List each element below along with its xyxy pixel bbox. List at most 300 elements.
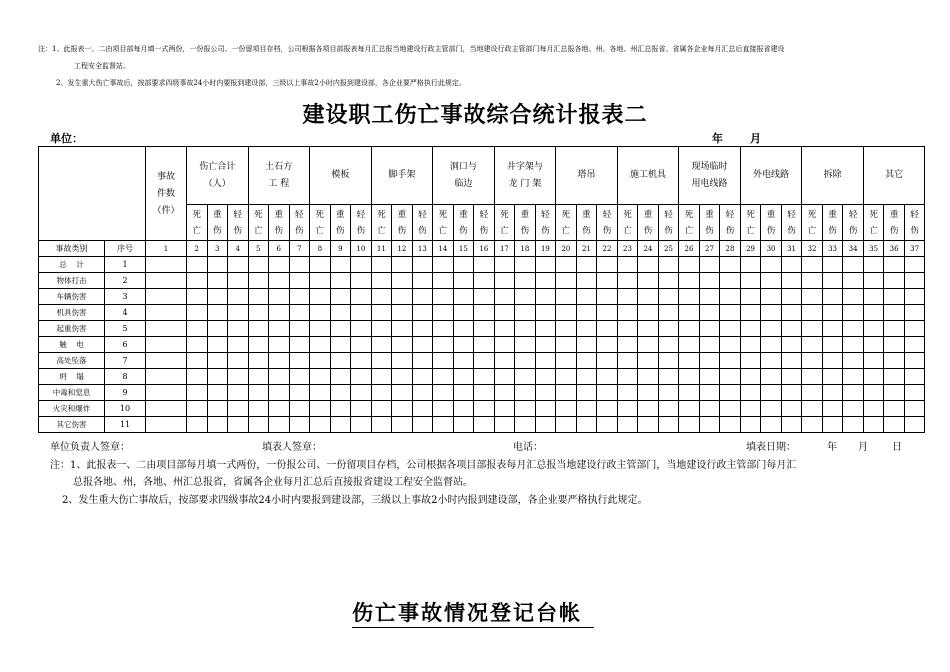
sub-header: [207, 205, 228, 241]
data-cell: [515, 337, 536, 353]
data-cell: [207, 401, 228, 417]
column-number: 31: [781, 241, 802, 257]
sub-header-line: 伤: [725, 225, 735, 236]
sub-header-line: 轻: [910, 209, 919, 220]
data-cell: [638, 401, 659, 417]
data-cell: [474, 369, 495, 385]
data-cell: [146, 305, 187, 321]
data-cell: [371, 385, 392, 401]
sub-header: [617, 205, 638, 241]
data-cell: [884, 401, 905, 417]
data-cell: [433, 385, 454, 401]
column-number: 23: [617, 241, 638, 257]
data-cell: [146, 321, 187, 337]
sub-header: [392, 205, 413, 241]
data-cell: [351, 369, 372, 385]
data-cell: [515, 385, 536, 401]
data-cell: [863, 417, 884, 433]
data-cell: [392, 353, 413, 369]
data-cell: [699, 353, 720, 369]
data-cell: [433, 273, 454, 289]
data-cell: [453, 305, 474, 321]
column-number: 17: [494, 241, 515, 257]
data-cell: [576, 305, 597, 321]
data-cell: [412, 305, 433, 321]
sub-header: [863, 205, 884, 241]
data-cell: [228, 273, 249, 289]
data-cell: [433, 257, 454, 273]
group-header-line: 外电线路: [753, 170, 790, 180]
data-cell: [433, 305, 454, 321]
data-cell: [207, 369, 228, 385]
sub-header: [781, 205, 802, 241]
data-cell: [802, 417, 823, 433]
data-cell: [781, 305, 802, 321]
data-cell: [761, 385, 782, 401]
data-cell: [228, 385, 249, 401]
row-seq: 2: [105, 273, 146, 289]
row-category: 火灾和爆炸: [39, 401, 105, 417]
data-cell: [802, 385, 823, 401]
sub-header: [740, 205, 761, 241]
row-category: 物体打击: [39, 273, 105, 289]
sub-header: [289, 205, 310, 241]
data-cell: [289, 369, 310, 385]
data-cell: [494, 369, 515, 385]
data-cell: [310, 337, 331, 353]
group-header: [310, 147, 372, 205]
data-cell: [904, 385, 925, 401]
data-cell: [638, 273, 659, 289]
data-cell: [207, 337, 228, 353]
fill-date-day: 日: [892, 442, 902, 453]
data-cell: [884, 385, 905, 401]
data-cell: [474, 305, 495, 321]
accident-count-header-line: 事故: [156, 172, 175, 182]
sub-header: [269, 205, 290, 241]
data-cell: [884, 337, 905, 353]
data-cell: [535, 353, 556, 369]
data-cell: [515, 257, 536, 273]
data-cell: [494, 273, 515, 289]
sub-header-line: 死: [254, 209, 263, 220]
data-cell: [228, 321, 249, 337]
data-cell: [576, 321, 597, 337]
filler-signature-label: 填表人签章：: [262, 442, 322, 453]
data-cell: [904, 321, 925, 337]
data-cell: [576, 417, 597, 433]
row-seq: 1: [105, 257, 146, 273]
data-cell: [228, 289, 249, 305]
column-number: 7: [289, 241, 310, 257]
sub-header-line: 重: [459, 209, 468, 220]
data-cell: [433, 369, 454, 385]
data-cell: [207, 305, 228, 321]
data-cell: [658, 401, 679, 417]
data-cell: [884, 257, 905, 273]
data-cell: [802, 353, 823, 369]
data-cell: [207, 273, 228, 289]
data-cell: [863, 337, 884, 353]
data-cell: [781, 353, 802, 369]
data-cell: [843, 401, 864, 417]
data-cell: [535, 289, 556, 305]
column-number: 10: [351, 241, 372, 257]
data-cell: [884, 273, 905, 289]
column-number: 32: [802, 241, 823, 257]
column-number: 24: [638, 241, 659, 257]
data-cell: [822, 273, 843, 289]
data-cell: [474, 321, 495, 337]
data-cell: [248, 257, 269, 273]
data-cell: [310, 321, 331, 337]
data-cell: [617, 369, 638, 385]
data-cell: [720, 337, 741, 353]
data-cell: [638, 289, 659, 305]
sub-header: [330, 205, 351, 241]
sub-header: [556, 205, 577, 241]
data-cell: [289, 385, 310, 401]
table-row: [39, 417, 925, 433]
data-cell: [207, 385, 228, 401]
data-cell: [556, 417, 577, 433]
data-cell: [289, 257, 310, 273]
data-cell: [556, 401, 577, 417]
sub-header-line: 伤: [274, 225, 284, 236]
data-cell: [720, 417, 741, 433]
fill-date-month: 月: [858, 442, 868, 453]
group-header: [494, 147, 556, 205]
group-header: [248, 147, 310, 205]
sub-header-line: 重: [336, 209, 345, 220]
data-cell: [617, 273, 638, 289]
group-header-line: 用电线路: [691, 178, 728, 189]
data-cell: [289, 273, 310, 289]
data-cell: [248, 385, 269, 401]
data-cell: [515, 321, 536, 337]
data-cell: [289, 321, 310, 337]
sub-header-line: 亡: [869, 225, 878, 236]
data-cell: [638, 305, 659, 321]
data-cell: [146, 385, 187, 401]
group-header-line: 施工机具: [629, 170, 666, 180]
sub-header-line: 重: [397, 209, 407, 220]
data-cell: [863, 273, 884, 289]
data-cell: [146, 337, 187, 353]
data-cell: [843, 417, 864, 433]
column-number: 35: [863, 241, 884, 257]
data-cell: [679, 257, 700, 273]
data-cell: [740, 353, 761, 369]
row-seq: 4: [105, 305, 146, 321]
group-header: [617, 147, 679, 205]
data-cell: [679, 369, 700, 385]
column-number: 16: [474, 241, 495, 257]
data-cell: [576, 369, 597, 385]
data-cell: [802, 337, 823, 353]
sub-header-line: 死: [500, 209, 509, 220]
data-cell: [740, 385, 761, 401]
data-cell: [494, 353, 515, 369]
data-cell: [412, 337, 433, 353]
data-cell: [822, 401, 843, 417]
sub-header: [679, 205, 700, 241]
unit-label: 单位：: [50, 132, 83, 145]
data-cell: [248, 321, 269, 337]
group-header-line: 脚手架: [388, 170, 416, 180]
data-cell: [412, 257, 433, 273]
data-cell: [597, 337, 618, 353]
data-cell: [433, 289, 454, 305]
data-cell: [187, 289, 208, 305]
data-cell: [474, 417, 495, 433]
data-cell: [433, 321, 454, 337]
table-row: [39, 385, 925, 401]
table-row: [39, 257, 925, 273]
data-cell: [679, 337, 700, 353]
data-cell: [494, 401, 515, 417]
data-cell: [822, 385, 843, 401]
data-cell: [515, 353, 536, 369]
data-cell: [310, 369, 331, 385]
data-cell: [863, 305, 884, 321]
data-cell: [392, 289, 413, 305]
column-number: 25: [658, 241, 679, 257]
table-row: [39, 305, 925, 321]
sub-header: [822, 205, 843, 241]
data-cell: [412, 417, 433, 433]
data-cell: [699, 401, 720, 417]
data-cell: [228, 401, 249, 417]
accident-count-header-line: 件数: [156, 189, 175, 199]
data-cell: [617, 305, 638, 321]
data-cell: [904, 369, 925, 385]
sub-header: [412, 205, 433, 241]
data-cell: [310, 305, 331, 321]
data-cell: [474, 257, 495, 273]
row-seq: 5: [105, 321, 146, 337]
data-cell: [248, 337, 269, 353]
data-cell: [433, 353, 454, 369]
data-cell: [802, 257, 823, 273]
sub-header-line: 伤: [336, 225, 345, 236]
data-cell: [761, 337, 782, 353]
column-number: 29: [740, 241, 761, 257]
data-cell: [679, 385, 700, 401]
data-cell: [597, 321, 618, 337]
column-number: 36: [884, 241, 905, 257]
column-number: 11: [371, 241, 392, 257]
data-cell: [146, 401, 187, 417]
sub-header: [699, 205, 720, 241]
data-cell: [515, 273, 536, 289]
data-cell: [248, 289, 269, 305]
data-cell: [617, 353, 638, 369]
table-row: [39, 289, 925, 305]
group-header-line: 井字架与: [506, 161, 543, 172]
data-cell: [761, 369, 782, 385]
row-category: 车辆伤害: [39, 289, 105, 305]
data-cell: [843, 305, 864, 321]
row-seq: 3: [105, 289, 146, 305]
data-cell: [843, 289, 864, 305]
data-cell: [351, 305, 372, 321]
row-seq: 11: [105, 417, 146, 433]
data-cell: [289, 353, 310, 369]
data-cell: [576, 257, 597, 273]
sub-header-line: 亡: [807, 225, 817, 236]
data-cell: [371, 321, 392, 337]
data-cell: [392, 401, 413, 417]
data-cell: [330, 353, 351, 369]
group-header: [802, 147, 864, 205]
data-cell: [679, 273, 700, 289]
group-header: [187, 147, 249, 205]
sub-header-line: 轻: [787, 209, 796, 220]
data-cell: [658, 321, 679, 337]
data-cell: [310, 353, 331, 369]
data-cell: [453, 353, 474, 369]
column-number: 14: [433, 241, 454, 257]
data-cell: [310, 417, 331, 433]
data-cell: [269, 273, 290, 289]
data-cell: [617, 401, 638, 417]
data-cell: [556, 289, 577, 305]
group-header-line: 土石方: [265, 161, 293, 172]
sub-header-line: 亡: [561, 225, 571, 236]
data-cell: [576, 353, 597, 369]
data-cell: [658, 305, 679, 321]
data-cell: [207, 321, 228, 337]
data-cell: [556, 321, 577, 337]
accident-count-header-line: （件）: [152, 206, 180, 216]
sub-header: [761, 205, 782, 241]
data-cell: [822, 289, 843, 305]
data-cell: [597, 417, 618, 433]
data-cell: [535, 385, 556, 401]
data-cell: [884, 321, 905, 337]
data-cell: [474, 401, 495, 417]
data-cell: [617, 385, 638, 401]
sub-header-line: 重: [520, 209, 530, 220]
data-cell: [720, 385, 741, 401]
data-cell: [228, 353, 249, 369]
data-cell: [904, 289, 925, 305]
sub-header-line: 伤: [602, 225, 612, 236]
data-cell: [412, 353, 433, 369]
data-cell: [884, 369, 905, 385]
data-cell: [576, 273, 597, 289]
data-cell: [761, 321, 782, 337]
sub-header: [187, 205, 208, 241]
data-cell: [310, 273, 331, 289]
data-cell: [146, 257, 187, 273]
sub-header: [576, 205, 597, 241]
data-cell: [515, 369, 536, 385]
data-cell: [863, 385, 884, 401]
data-cell: [248, 401, 269, 417]
fill-date-label: 填表日期：: [746, 442, 796, 453]
data-cell: [269, 257, 290, 273]
data-cell: [781, 401, 802, 417]
data-cell: [761, 289, 782, 305]
data-cell: [904, 337, 925, 353]
data-cell: [740, 321, 761, 337]
data-cell: [802, 289, 823, 305]
data-cell: [453, 273, 474, 289]
data-cell: [638, 257, 659, 273]
data-cell: [699, 289, 720, 305]
data-cell: [843, 369, 864, 385]
data-cell: [330, 289, 351, 305]
column-number: 37: [904, 241, 925, 257]
sub-header-line: 死: [623, 209, 632, 220]
data-cell: [658, 273, 679, 289]
data-cell: [884, 353, 905, 369]
column-number: 15: [453, 241, 474, 257]
data-cell: [904, 353, 925, 369]
data-cell: [453, 337, 474, 353]
data-cell: [658, 257, 679, 273]
data-cell: [904, 273, 925, 289]
group-header-line: 其它: [885, 170, 904, 180]
data-cell: [535, 257, 556, 273]
data-cell: [740, 257, 761, 273]
data-cell: [556, 305, 577, 321]
data-cell: [863, 257, 884, 273]
data-cell: [187, 305, 208, 321]
data-cell: [904, 257, 925, 273]
sub-header-line: 轻: [602, 209, 612, 220]
sub-header: [453, 205, 474, 241]
data-cell: [597, 289, 618, 305]
data-cell: [412, 321, 433, 337]
sub-header: [843, 205, 864, 241]
group-header: [556, 147, 618, 205]
data-cell: [617, 289, 638, 305]
data-cell: [371, 257, 392, 273]
data-cell: [228, 257, 249, 273]
data-cell: [843, 273, 864, 289]
column-number: 27: [699, 241, 720, 257]
data-cell: [146, 289, 187, 305]
sub-header-line: 伤: [766, 225, 776, 236]
data-cell: [699, 257, 720, 273]
data-cell: [720, 401, 741, 417]
sub-header-line: 亡: [377, 225, 386, 236]
data-cell: [843, 353, 864, 369]
sub-header-line: 重: [274, 209, 284, 220]
group-header-line: 模板: [331, 170, 350, 180]
sub-header-line: 死: [807, 209, 817, 220]
row-seq: 9: [105, 385, 146, 401]
sub-header-line: 亡: [438, 225, 448, 236]
data-cell: [453, 257, 474, 273]
data-cell: [822, 369, 843, 385]
sub-header-line: 轻: [418, 209, 427, 220]
data-cell: [248, 353, 269, 369]
data-cell: [863, 401, 884, 417]
data-cell: [699, 321, 720, 337]
column-number: 30: [761, 241, 782, 257]
data-cell: [535, 273, 556, 289]
column-number: 9: [330, 241, 351, 257]
sub-header-line: 轻: [725, 209, 735, 220]
data-cell: [781, 369, 802, 385]
sub-header: [228, 205, 249, 241]
data-cell: [248, 273, 269, 289]
column-number: 1: [146, 241, 187, 257]
